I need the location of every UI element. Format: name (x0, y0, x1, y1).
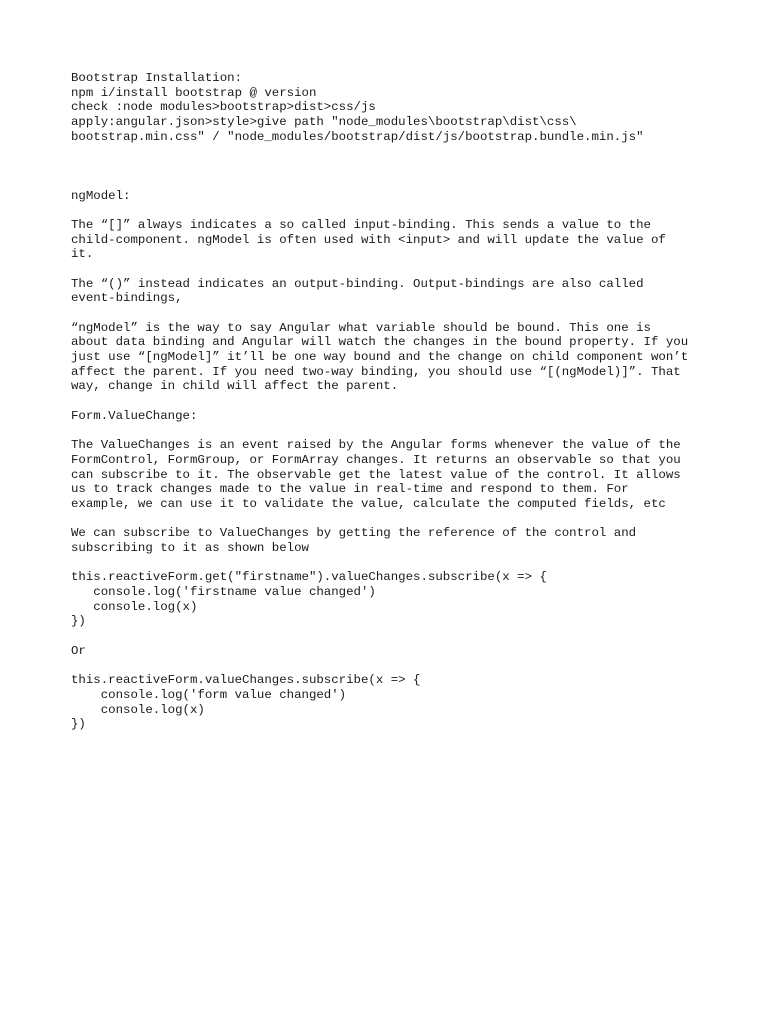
paragraph-subscribe-explain (71, 526, 711, 555)
blank-line (71, 556, 711, 571)
code-line: }) (71, 614, 86, 629)
text-line: Or (71, 643, 86, 658)
text-line: The “[]” always indicates a so called input-binding. This sends a value to the (71, 217, 651, 232)
text-line: way, change in child will affect the parent. (71, 379, 399, 394)
blank-line (71, 629, 711, 644)
text-line: bootstrap.min.css" / "node_modules/bootstrap/dist/js/bootstrap.bundle.min.js" (71, 129, 644, 144)
text-line: npm i/install bootstrap @ version (71, 85, 317, 100)
code-block-code-sample-1 (71, 570, 711, 629)
text-line: We can subscribe to ValueChanges by getting the reference of the control and (71, 526, 637, 541)
code-line: console.log('form value changed') (71, 687, 347, 702)
code-line: this.reactiveForm.valueChanges.subscribe(x => { (71, 673, 421, 688)
text-line: subscribing to it as shown below (71, 541, 309, 555)
text-line: Form.ValueChange: (71, 408, 198, 423)
text-line: child-component. ngModel is often used with <input> and will update the value of (71, 232, 666, 247)
blank-line (71, 159, 711, 174)
code-line: console.log(x) (71, 599, 198, 614)
text-line: just use “[ngModel]” it’ll be one way bound and the change on child component won’t (71, 350, 689, 365)
blank-line (71, 144, 711, 159)
paragraph-ngmodel-heading (71, 189, 711, 204)
text-line: The “()” instead indicates an output-binding. Output-bindings are also called (71, 276, 644, 291)
blank-line (71, 512, 711, 527)
text-line: Bootstrap Installation: (71, 71, 243, 85)
code-line: console.log('firstname value changed') (71, 585, 376, 600)
code-line: }) (71, 717, 86, 732)
code-line: this.reactiveForm.get("firstname").valueChanges.subscribe(x => { (71, 570, 547, 585)
text-line: affect the parent. If you need two-way binding, you should use “[(ngModel)]”. That (71, 364, 681, 379)
text-line: “ngModel” is the way to say Angular what variable should be bound. This one is (71, 320, 651, 335)
blank-line (71, 394, 711, 409)
text-line: The ValueChanges is an event raised by the Angular forms whenever the value of the (71, 438, 681, 453)
paragraph-valuechange-heading (71, 409, 711, 424)
text-line: us to track changes made to the value in real-time and respond to them. For (71, 482, 629, 497)
blank-line (71, 262, 711, 277)
paragraph-valuechange-explain (71, 438, 711, 511)
blank-line (71, 203, 711, 218)
text-line: example, we can use it to validate the value, calculate the computed fields, etc (71, 496, 666, 511)
paragraph-or-label (71, 644, 711, 659)
text-line: ngModel: (71, 188, 131, 203)
blank-line (71, 659, 711, 674)
document-page (71, 71, 711, 732)
paragraph-output-binding (71, 277, 711, 306)
text-line: check :node modules>bootstrap>dist>css/js (71, 100, 376, 115)
blank-line (71, 174, 711, 189)
paragraph-ngmodel-explain (71, 321, 711, 394)
code-block-code-sample-2 (71, 673, 711, 732)
paragraph-input-binding (71, 218, 711, 262)
text-line: FormControl, FormGroup, or FormArray changes. It returns an observable so that you (71, 452, 681, 467)
blank-line (71, 306, 711, 321)
code-line: console.log(x) (71, 702, 205, 717)
paragraph-bootstrap (71, 71, 711, 144)
text-line: event-bindings, (71, 291, 183, 306)
text-line: apply:angular.json>style>give path "node_modules\bootstrap\dist\css\ (71, 115, 577, 130)
blank-line (71, 424, 711, 439)
text-line: it. (71, 247, 94, 262)
text-line: can subscribe to it. The observable get the latest value of the control. It allows (71, 467, 681, 482)
text-line: about data binding and Angular will watch the changes in the bound property. If you (71, 335, 689, 350)
